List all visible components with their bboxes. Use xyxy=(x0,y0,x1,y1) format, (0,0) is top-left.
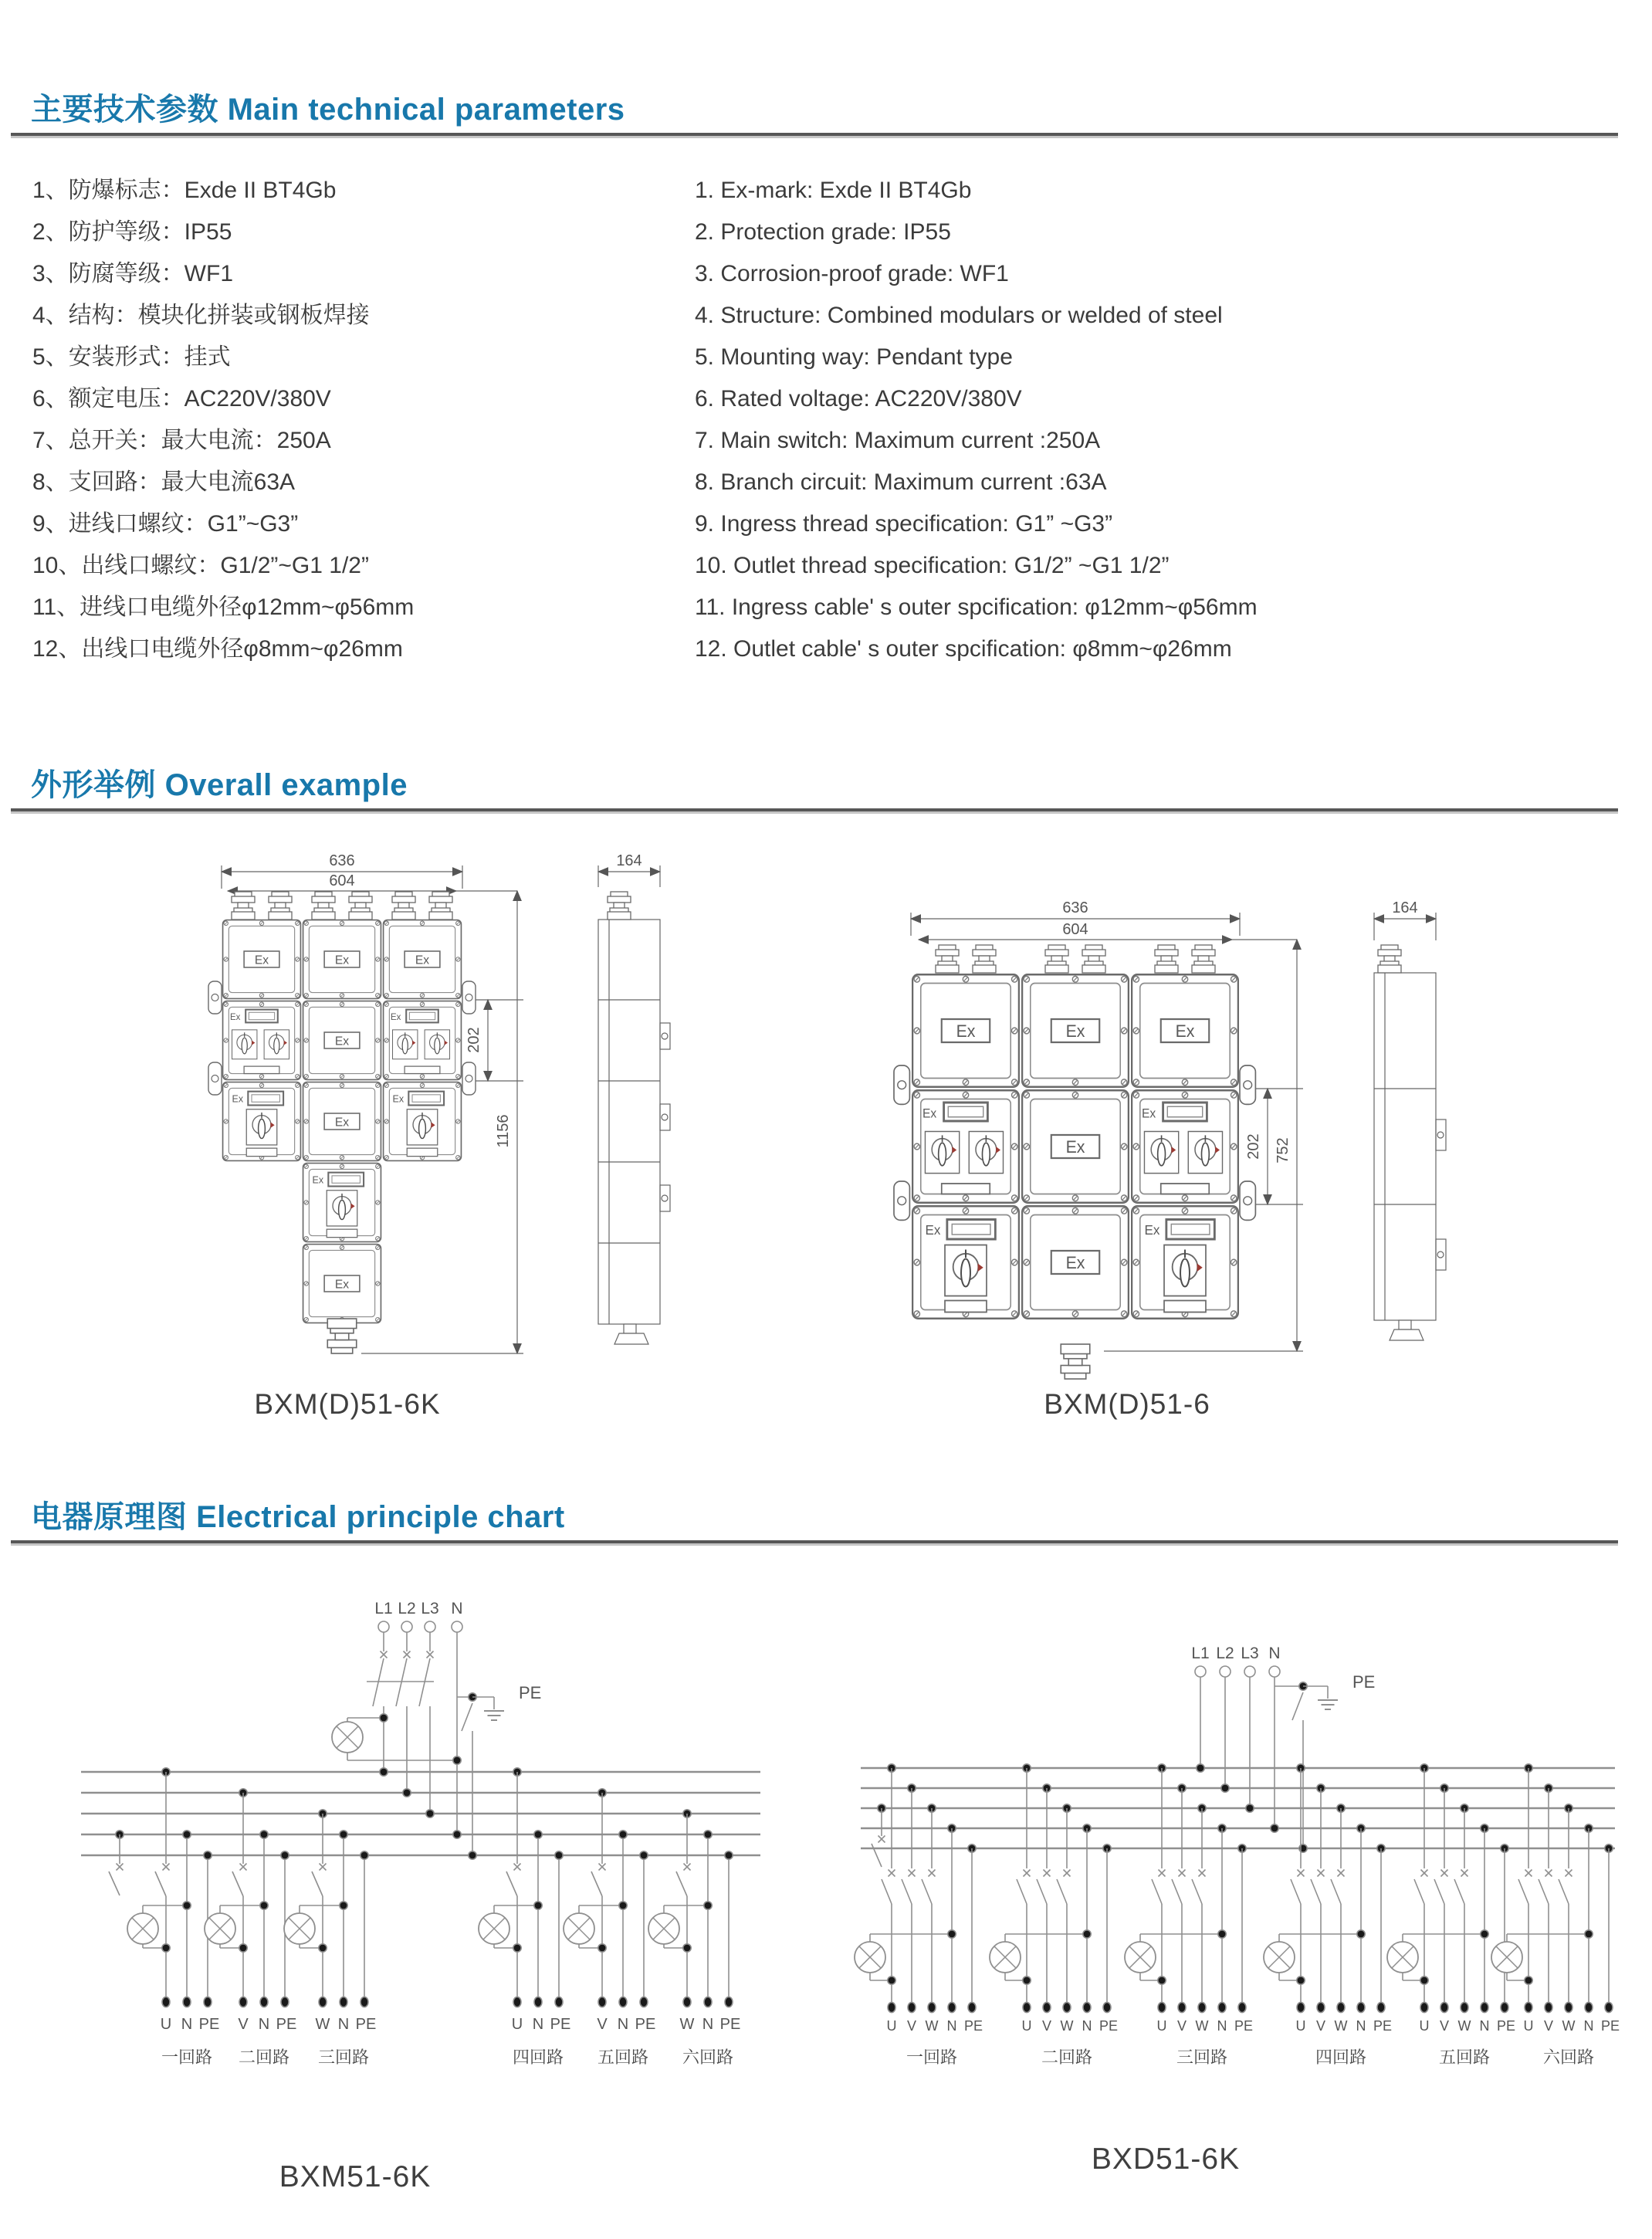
circuit-label: 五回路 xyxy=(597,2048,649,2067)
terminal-label: U xyxy=(1419,2018,1430,2034)
param-row xyxy=(32,378,1623,420)
terminal-label: PE xyxy=(550,2016,571,2033)
side-view xyxy=(598,852,670,1344)
drawing-caption: BXM(D)51-6 xyxy=(1044,1388,1210,1420)
terminal-label: PE xyxy=(635,2016,656,2033)
param-en: 3. Corrosion-proof grade: WF1 xyxy=(695,261,1009,286)
param-en: 4. Structure: Combined modulars or welded of steel xyxy=(695,303,1223,328)
param-row xyxy=(32,420,1623,462)
dim-width-outer: 636 xyxy=(329,852,355,869)
terminal-label: V xyxy=(597,2016,608,2033)
drawing-bxmd51-6k xyxy=(178,838,687,1382)
terminal-label: N xyxy=(702,2016,714,2033)
param-row xyxy=(32,587,1623,628)
terminal-label: W xyxy=(679,2016,695,2033)
schematic-caption: BXD51-6K xyxy=(1091,2142,1241,2176)
terminal-label: V xyxy=(1176,2018,1187,2034)
param-row xyxy=(32,253,1623,295)
terminal-label: U xyxy=(511,2016,523,2033)
terminal-label: PE xyxy=(276,2016,297,2033)
terminal-label: PE xyxy=(1099,2018,1119,2034)
schematic-bxd51-6k xyxy=(849,1590,1637,2088)
section-title-principle: 电器原理图 Electrical principle chart xyxy=(31,1500,565,1534)
terminal-label: PE xyxy=(963,2018,983,2034)
terminal-label: U xyxy=(1021,2018,1032,2034)
param-zh: 5、安装形式：挂式 xyxy=(32,344,231,370)
terminal-label: N xyxy=(1479,2018,1490,2034)
terminal-label: U xyxy=(160,2016,172,2033)
terminal-label: PE xyxy=(355,2016,377,2033)
section-rule xyxy=(11,133,1618,136)
dim-side-width: 164 xyxy=(616,852,642,869)
neutral-label: N xyxy=(1268,1645,1281,1662)
terminal-label: W xyxy=(1334,2018,1348,2034)
param-en: 12. Outlet cable' s outer spcification: φ8mm~φ26mm xyxy=(695,636,1232,662)
terminal-label: U xyxy=(886,2018,897,2034)
param-zh: 8、支回路：最大电流63A xyxy=(32,469,296,495)
schematic-caption: BXM51-6K xyxy=(279,2160,432,2193)
phase-label: L1 xyxy=(1191,1645,1210,1662)
param-zh: 7、总开关：最大电流：250A xyxy=(32,428,331,453)
pe-label: PE xyxy=(519,1683,542,1702)
drawing-caption: BXM(D)51-6K xyxy=(254,1388,441,1420)
terminal-label: N xyxy=(946,2018,957,2034)
circuit-label: 三回路 xyxy=(1176,2048,1228,2067)
terminal-label: U xyxy=(1156,2018,1167,2034)
terminal-label: PE xyxy=(198,2016,220,2033)
phase-label: L3 xyxy=(421,1600,439,1617)
section-rule xyxy=(11,1540,1618,1543)
terminal-label: N xyxy=(617,2016,629,2033)
param-row xyxy=(32,295,1623,337)
section-rule xyxy=(11,808,1618,811)
circuit-label: 六回路 xyxy=(1542,2048,1595,2067)
phase-label: L3 xyxy=(1241,1645,1259,1662)
param-zh: 3、防腐等级：WF1 xyxy=(32,261,234,286)
param-en: 8. Branch circuit: Maximum current :63A xyxy=(695,469,1107,495)
terminal-label: W xyxy=(1195,2018,1209,2034)
param-zh: 1、防爆标志：Exde II BT4Gb xyxy=(32,178,337,203)
phase-label: L2 xyxy=(1216,1645,1234,1662)
terminal-label: N xyxy=(1217,2018,1227,2034)
terminal-label: W xyxy=(925,2018,939,2034)
param-row xyxy=(32,545,1623,587)
pe-label: PE xyxy=(1352,1672,1376,1692)
terminal-label: N xyxy=(1356,2018,1366,2034)
param-zh: 11、进线口电缆外径φ12mm~φ56mm xyxy=(32,594,415,620)
section-title-parameters: 主要技术参数 Main technical parameters xyxy=(31,93,625,127)
terminal-label: V xyxy=(1041,2018,1052,2034)
terminal-label: PE xyxy=(1373,2018,1393,2034)
param-zh: 9、进线口螺纹：G1”~G3” xyxy=(32,511,299,537)
neutral-label: N xyxy=(451,1600,463,1617)
param-row xyxy=(32,462,1623,503)
terminal-label: V xyxy=(238,2016,249,2033)
circuit-label: 五回路 xyxy=(1438,2048,1491,2067)
terminal-label: V xyxy=(906,2018,917,2034)
terminal-label: W xyxy=(315,2016,330,2033)
param-zh: 2、防护等级：IP55 xyxy=(32,219,232,245)
dim-width-outer: 636 xyxy=(1062,899,1088,916)
terminal-label: N xyxy=(181,2016,193,2033)
dim-total-height: 752 xyxy=(1275,1137,1291,1164)
terminal-label: N xyxy=(337,2016,350,2033)
terminal-label: V xyxy=(1315,2018,1326,2034)
drawing-bxmd51-6 xyxy=(880,888,1482,1390)
param-zh: 10、出线口螺纹：G1/2”~G1 1/2” xyxy=(32,553,369,578)
terminal-label: U xyxy=(1523,2018,1534,2034)
param-row xyxy=(32,337,1623,378)
circuit-label: 一回路 xyxy=(161,2048,213,2067)
section-title-overall: 外形举例 Overall example xyxy=(31,768,408,802)
terminal-label: N xyxy=(532,2016,544,2033)
terminal-label: U xyxy=(1295,2018,1306,2034)
dim-total-height: 1156 xyxy=(495,1114,512,1148)
terminal-label: W xyxy=(1562,2018,1576,2034)
dim-module-height: 202 xyxy=(465,1027,482,1053)
param-en: 9. Ingress thread specification: G1” ~G3” xyxy=(695,511,1113,537)
parameters-list xyxy=(32,170,1623,670)
dim-width-inner: 604 xyxy=(1062,921,1088,938)
terminal-label: W xyxy=(1457,2018,1471,2034)
circuit-label: 二回路 xyxy=(1041,2048,1093,2067)
circuit-label: 三回路 xyxy=(317,2048,370,2067)
circuit-label: 一回路 xyxy=(906,2048,958,2067)
param-en: 6. Rated voltage: AC220V/380V xyxy=(695,386,1022,412)
param-row xyxy=(32,628,1623,670)
param-en: 10. Outlet thread specification: G1/2” ~G1 1/2” xyxy=(695,553,1170,578)
param-zh: 4、结构：模块化拼装或钢板焊接 xyxy=(32,303,370,328)
param-row xyxy=(32,212,1623,253)
param-en: 11. Ingress cable' s outer spcification: φ12mm~φ56mm xyxy=(695,594,1258,620)
phase-label: L1 xyxy=(374,1600,393,1617)
terminal-label: V xyxy=(1543,2018,1554,2034)
param-en: 1. Ex-mark: Exde II BT4Gb xyxy=(695,178,972,203)
circuit-label: 六回路 xyxy=(682,2048,734,2067)
param-row xyxy=(32,170,1623,212)
terminal-label: PE xyxy=(719,2016,741,2033)
schematic-bxm51-6k xyxy=(46,1575,841,2085)
terminal-label: N xyxy=(1583,2018,1594,2034)
param-row xyxy=(32,503,1623,545)
circuit-label: 四回路 xyxy=(1315,2048,1367,2067)
param-en: 5. Mounting way: Pendant type xyxy=(695,344,1013,370)
terminal-label: V xyxy=(1439,2018,1450,2034)
param-en: 2. Protection grade: IP55 xyxy=(695,219,951,245)
dim-module-height: 202 xyxy=(1245,1133,1262,1160)
param-zh: 12、出线口电缆外径φ8mm~φ26mm xyxy=(32,636,403,662)
phase-label: L2 xyxy=(398,1600,416,1617)
dim-width-inner: 604 xyxy=(329,872,355,889)
terminal-label: W xyxy=(1060,2018,1074,2034)
param-zh: 6、额定电压：AC220V/380V xyxy=(32,386,331,412)
terminal-label: PE xyxy=(1496,2018,1516,2034)
circuit-label: 二回路 xyxy=(238,2048,290,2067)
circuit-label: 四回路 xyxy=(512,2048,564,2067)
terminal-label: PE xyxy=(1600,2018,1620,2034)
dim-side-width: 164 xyxy=(1392,899,1418,916)
terminal-label: N xyxy=(1082,2018,1092,2034)
terminal-label: PE xyxy=(1234,2018,1254,2034)
param-en: 7. Main switch: Maximum current :250A xyxy=(695,428,1101,453)
terminal-label: N xyxy=(258,2016,270,2033)
